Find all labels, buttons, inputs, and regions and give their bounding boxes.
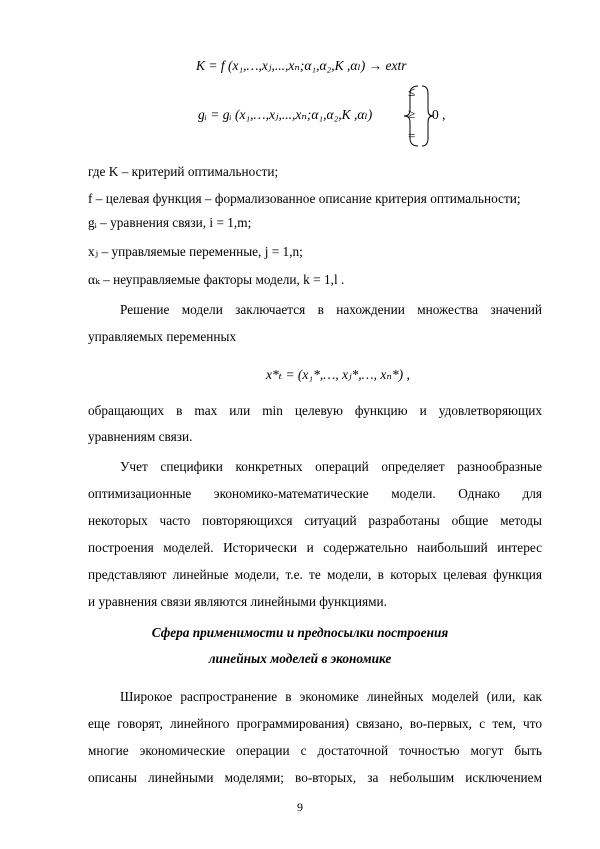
definition-line: gᵢ – уравнения связи, i = 1,m; <box>88 215 252 230</box>
paragraph-line: Решение модели заключается в нахождении множества значений <box>120 302 542 317</box>
relation-eq: = <box>408 128 416 143</box>
paragraph-line: уравнениям связи. <box>88 429 193 444</box>
paragraph-line: многие экономические операции с достаточной точностью могут быть <box>88 743 542 758</box>
paragraph-line: построения моделей. Исторически и содержательно наибольший интерес <box>88 540 542 555</box>
constraint-formula: gᵢ = gᵢ (x₁,…,xⱼ,...,xₙ;α₁,α₂,K ,αₗ) <box>198 107 373 122</box>
paragraph-line: Учет специфики конкретных операций определяет разнообразные <box>120 459 542 474</box>
solution-formula: x*ₜ = (x₁*,…, xⱼ*,…, xₙ*) , <box>266 367 410 382</box>
relation-le: ≤ <box>408 84 416 99</box>
paragraph-line: представляют линейные модели, т.е. те модели, в которых целевая функция <box>88 567 542 582</box>
paragraph-line: Широкое распространение в экономике линейных моделей (или, как <box>120 689 542 704</box>
paragraph-line: оптимизационные экономико-математические модели. Однако для <box>88 486 542 501</box>
definition-line: αₖ – неуправляемые факторы модели, k = 1,l . <box>88 272 345 287</box>
paragraph-line: обращающих в max или min целевую функцию и удовлетворяющих <box>88 403 542 418</box>
constraint-rhs: 0 , <box>432 107 446 122</box>
section-heading: Сфера применимости и предпосылки построения <box>151 625 449 640</box>
definition-line: где K – критерий оптимальности; <box>88 164 279 179</box>
objective-formula: K = f (x₁,…,xⱼ,...,xₙ;α₁,α₂,K ,αₗ) → extr <box>196 58 407 73</box>
relation-ge: ≥ <box>408 106 416 121</box>
paragraph-line: еще говорят, линейного программирования) связано, во-первых, с тем, что <box>88 716 542 731</box>
paragraph-line: и уравнения связи являются линейными функциями. <box>88 594 387 609</box>
definition-line: f – целевая функция – формализованное описание критерия оптимальности; <box>88 191 521 206</box>
page-number: 9 <box>297 800 303 814</box>
section-heading: линейных моделей в экономике <box>208 651 392 666</box>
paragraph-line: некоторых часто повторяющихся ситуаций разработаны общие методы <box>88 513 542 528</box>
paragraph-line: описаны линейными моделями; во-вторых, за небольшим исключением <box>88 770 542 785</box>
definition-line: xⱼ – управляемые переменные, j = 1,n; <box>88 244 303 259</box>
paragraph-line: управляемых переменных <box>88 329 237 344</box>
